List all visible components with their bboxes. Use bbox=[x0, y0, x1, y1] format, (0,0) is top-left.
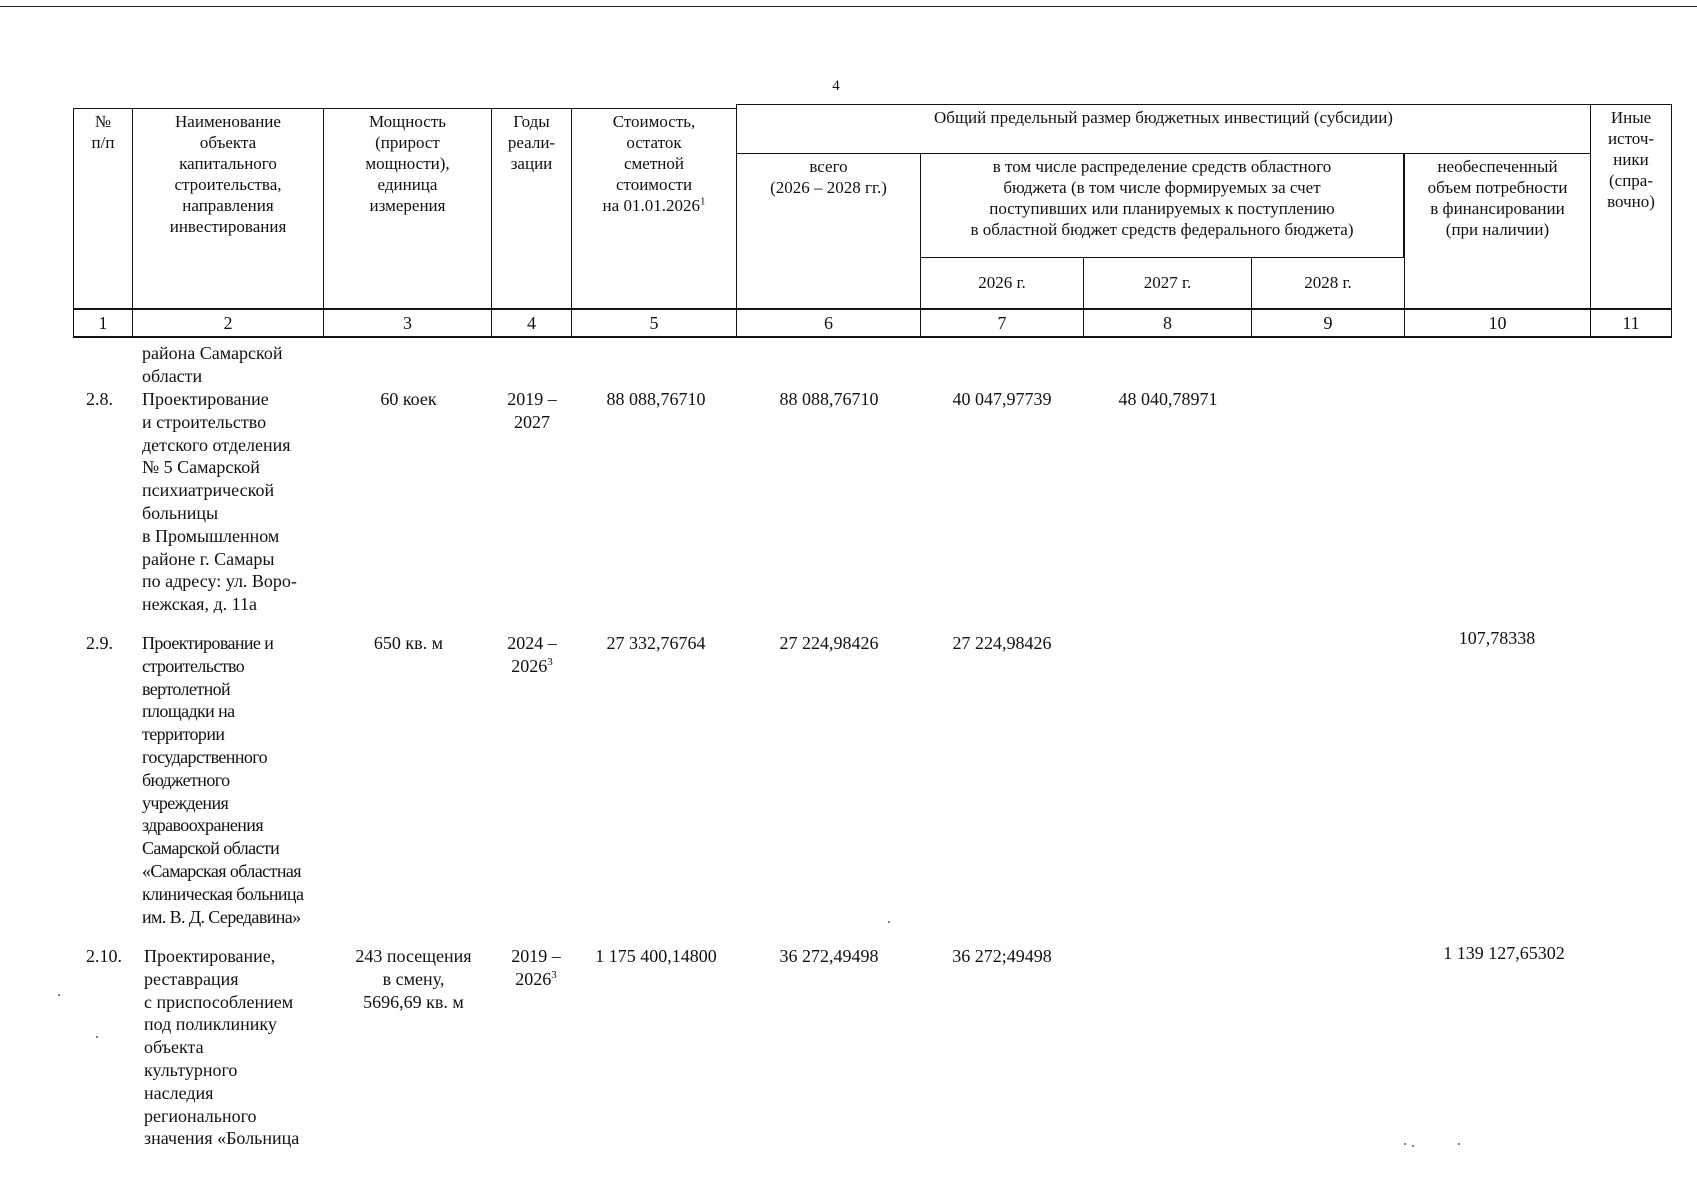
continuation-name: района Самарской области bbox=[142, 343, 283, 386]
object-name: Проектирование и строительство детского отделения № 5 Самарской психиатрической больницы в Промышленном районе г. Самары по адресу: ул. Воро- нежская, д. 11а bbox=[142, 389, 297, 615]
header-col-6: всего (2026 – 2028 гг.) bbox=[736, 153, 921, 310]
header-col-9: 2028 г. bbox=[1251, 257, 1405, 310]
column-number: 7 bbox=[920, 308, 1084, 338]
header-col-4: Годы реали- зации bbox=[491, 108, 572, 310]
column-number: 2 bbox=[132, 308, 324, 338]
column-number: 8 bbox=[1083, 308, 1252, 338]
object-name: Проектирование, реставрация с приспособлением под поликлинику объекта культурного наследия регионального значения «Больница bbox=[144, 946, 300, 1149]
estimated-cost: 1 175 400,14800 bbox=[595, 946, 717, 966]
column-number: 10 bbox=[1404, 308, 1591, 338]
amount-2026: 27 224,98426 bbox=[952, 633, 1052, 653]
object-name: Проектирование и строительство вертолетной площадки на территории государственного бюджетного учреждения здравоохранения Самарской области «Самарская областная клиническая больница им. В. Д. Середавина» bbox=[142, 633, 304, 927]
capacity: 650 кв. м bbox=[373, 633, 444, 653]
column-number: 6 bbox=[736, 308, 921, 338]
top-rule bbox=[0, 6, 1697, 7]
scan-speck bbox=[1458, 1143, 1460, 1145]
years: 2019 – 2026$^3$ bbox=[511, 946, 561, 989]
header-col-7: 2026 г. bbox=[920, 257, 1084, 310]
total-2026-2028: 27 224,98426 bbox=[779, 633, 879, 653]
header-col-2: Наименование объекта капитального строительства, направления инвестирования bbox=[132, 108, 324, 310]
column-number: 3 bbox=[323, 308, 492, 338]
header-col-3: Мощность (прирост мощности), единица измерения bbox=[323, 108, 492, 310]
header-col-10: необеспеченный объем потребности в финансировании (при наличии) bbox=[1404, 153, 1591, 310]
header-col-5: Стоимость, остаток сметной стоимости на 01.01.2026$^1$ bbox=[571, 108, 737, 310]
column-number: 9 bbox=[1251, 308, 1405, 338]
column-number: 5 bbox=[571, 308, 737, 338]
header-col-8: 2027 г. bbox=[1083, 257, 1252, 310]
amount-2026: 40 047,97739 bbox=[952, 389, 1052, 409]
column-number: 1 bbox=[73, 308, 133, 338]
unfunded-need: 1 139 127,65302 bbox=[1443, 943, 1565, 963]
page-number: 4 bbox=[832, 78, 840, 94]
amount-2026: 36 272;49498 bbox=[952, 946, 1052, 966]
row-number: 2.8. bbox=[86, 389, 113, 409]
header-col-1: № п/п bbox=[73, 108, 133, 310]
scan-speck bbox=[1412, 1145, 1414, 1147]
row-number: 2.9. bbox=[86, 633, 113, 653]
total-2026-2028: 36 272,49498 bbox=[779, 946, 879, 966]
column-number: 4 bbox=[491, 308, 572, 338]
years: 2019 – 2027 bbox=[507, 389, 557, 432]
years: 2024 – 2026$^3$ bbox=[507, 633, 557, 676]
capacity: 243 посещения в смену, 5696,69 кв. м bbox=[355, 946, 472, 1012]
scan-speck bbox=[96, 1036, 98, 1038]
scan-speck bbox=[1404, 1143, 1406, 1145]
total-2026-2028: 88 088,76710 bbox=[779, 389, 879, 409]
estimated-cost: 88 088,76710 bbox=[606, 389, 706, 409]
scan-speck bbox=[888, 921, 890, 923]
estimated-cost: 27 332,76764 bbox=[606, 633, 706, 653]
header-subgroup-distribution: в том числе распределение средств областного бюджета (в том числе формируемых за счет поступивших или планируемых к поступлению в областной бюджет средств федерального бюджета) bbox=[920, 153, 1404, 258]
header-group-investments: Общий предельный размер бюджетных инвестиций (субсидии) bbox=[736, 104, 1591, 154]
scan-speck bbox=[58, 994, 60, 996]
column-number: 11 bbox=[1590, 308, 1672, 338]
amount-2027: 48 040,78971 bbox=[1118, 389, 1218, 409]
unfunded-need: 107,78338 bbox=[1458, 628, 1536, 648]
capacity: 60 коек bbox=[380, 389, 437, 409]
header-col-11: Иные источ- ники (спра- вочно) bbox=[1590, 104, 1672, 310]
row-number: 2.10. bbox=[86, 946, 122, 966]
